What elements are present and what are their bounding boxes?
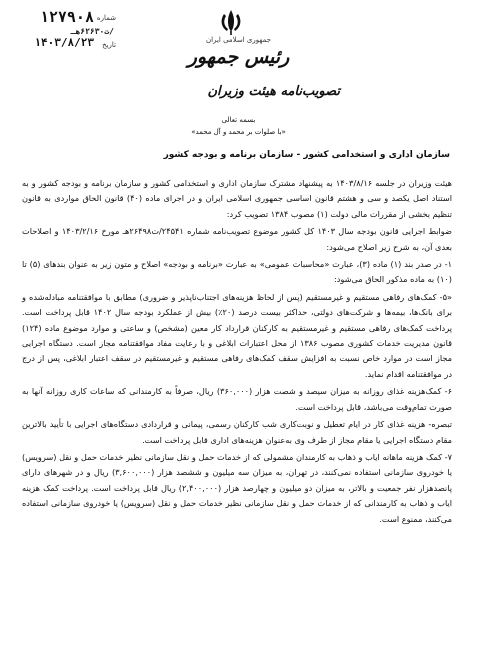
paragraph: ۶- کمک‌هزینه غذای روزانه به میزان سیصد و شصت هزار (۳۶۰,۰۰۰) ریال، صرفاً به کارمندانی که ساعات کاری روزانه آنها به صورت تمام‌وقت می‌باشد، قابل پرداخت است. xyxy=(22,386,452,412)
date-label: تاریخ xyxy=(102,41,116,49)
republic-line: جمهوری اسلامی ایران xyxy=(206,36,271,44)
approval-title: تصویب‌نامه هیئت وزیران xyxy=(207,84,340,99)
letter-meta xyxy=(6,8,116,48)
salavat: «با صلوات بر محمد و آل محمد» xyxy=(191,128,286,136)
number-label: شماره xyxy=(96,14,116,22)
paragraph: تبصره- هزینه غذای کار در ایام تعطیل و نوبت‌کاری شب کارکنان رسمی، پیمانی و قراردادی دستگاه‌های اجرایی با تأیید بالاترین مقام دستگاه اجرایی یا مقام مجاز از طرف وی به‌عنوان هزینه‌های اداری قابل پرداخت است. xyxy=(22,419,452,445)
paragraph: ۱- در صدر بند (۱) ماده (۳)، عبارت «محاسبات عمومی» به عبارت «برنامه و بودجه» اصلاح و متون زیر به عنوان بندهای (۵) تا (۱۰) به ماده مذکور الحاق می‌شود: xyxy=(22,259,452,285)
iran-emblem-icon xyxy=(216,8,246,36)
recipients: سازمان اداری و استخدامی کشور - سازمان برنامه و بودجه کشور xyxy=(163,150,450,160)
letter-date: ۱۴۰۳/۸/۲۳ xyxy=(34,36,94,49)
bismillah: بسمه تعالی xyxy=(221,116,256,124)
letter-code: /ت۶۲۶۳۰هـ xyxy=(70,27,114,36)
decree-body xyxy=(22,176,452,529)
paragraph: هیئت وزیران در جلسه ۱۴۰۳/۸/۱۶ به پیشنهاد مشترک سازمان اداری و استخدامی کشور و سازمان برنامه و بودجه کشور و به استناد اصل یکصد و سی و هشتم قانون اساسی جمهوری اسلامی ایران و در اجرای ماده (۴۰) قانون الحاق مواردی به قانون تنظیم بخشی از مقررات مالی دولت (۱) مصوب ۱۳۸۴ تصویب کرد: xyxy=(22,178,453,219)
president-title: رئیس جمهور xyxy=(187,46,290,68)
paragraph: ضوابط اجرایی قانون بودجه سال ۱۴۰۳ کل کشور موضوع تصویب‌نامه شماره ۲۴۵۴۱/ت۲۶۴۹۸هـ مورخ ۱۴۰۳/۲/۱۶ و اصلاحات بعدی آن، به شرح زیر اصلاح می‌شود: xyxy=(22,226,452,252)
paragraph: «۵- کمک‌های رفاهی مستقیم و غیرمستقیم (پس از لحاظ هزینه‌های اجتناب‌ناپذیر و ضروری) مطابق با موافقتنامه مبادله‌شده و برای بانک‌ها، بیمه‌ها و شرکت‌های دولتی، حداکثر بیست درصد (۲۰٪) بیش از عملکرد بودجه سال ۱۴۰۲ قابل پرداخت است. پرداخت کمک‌های رفاهی مستقیم و غیرمستقیم به کارکنان قرارداد کار معین (مشخص) و ساعتی و موارد موضوع ماده (۱۲۴) قانون مدیریت خدمات کشوری مصوب ۱۳۸۶ از محل اعتبارات ابلاغی و با رعایت مفاد موافقتنامه مجاز است. دستگاه اجرایی مجاز است در موارد خاص نسبت به افزایش سقف کمک‌های رفاهی مستقیم و غیرمستقیم در سقف اعتبار ابلاغی، پس از درج در موافقتنامه اقدام نماید. xyxy=(22,291,453,379)
paragraph: ۷- کمک هزینه ماهانه ایاب و ذهاب به کارمندان مشمولی که از خدمات حمل و نقل سازمانی نظیر خدمات حمل و نقل (سرویس) یا خودروی سازمانی استفاده نمی‌کنند، در تهران، به میزان سه میلیون و ششصد هزار (۳,۶۰۰,۰۰۰) ریال و در شهرهای دارای پانصدهزار نفر جمعیت و بالاتر، به میزان دو میلیون و چهارصد هزار (۲,۴۰۰,۰۰۰) ریال قابل پرداخت است. پرداخت کمک هزینه ایاب و ذهاب به کارمندانی که از خدمات حمل و نقل سازمانی نظیر خدمات حمل و نقل (سرویس) یا خودروی سازمانی استفاده می‌کنند، ممنوع است. xyxy=(22,451,453,524)
iran-emblem-graphic xyxy=(216,8,246,36)
letter-number: ۱۲۷۹۰۸ xyxy=(39,8,94,26)
